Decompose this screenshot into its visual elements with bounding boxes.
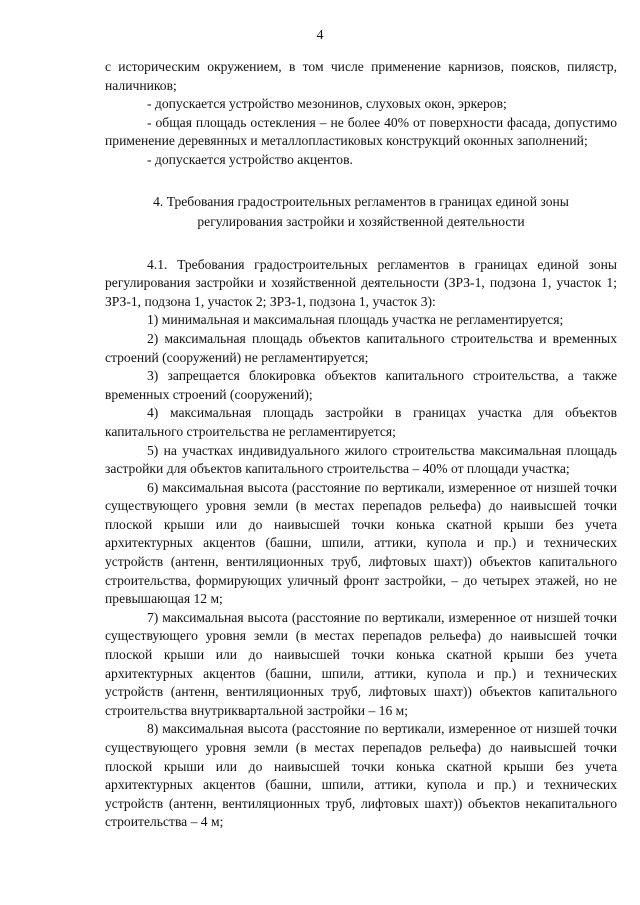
list-item: 7) максимальная высота (расстояние по вертикали, измеренное от низшей точки существующего уровня земли (в местах перепадов рельефа) до наивысшей точки плоской крыши или до наивысшей точки конька скатной крыши без учета архитектурных акцентов (башни, шпили, аттики, купола и пр.) и технических устройств (антенн, вентиляционных труб, лифтовых шахт)) объектов капитального строительства внутриквартальной застройки – 16 м; xyxy=(105,609,617,718)
section-heading-line-1: 4. Требования градостроительных регламентов в границах единой зоны xyxy=(153,193,569,209)
list-item: 2) максимальная площадь объектов капитального строительства и временных строений (сооружений) не регламентируется; xyxy=(105,330,617,365)
page-number: 4 xyxy=(316,28,324,43)
list-item: 6) максимальная высота (расстояние по вертикали, измеренное от низшей точки существующего уровня земли (в местах перепадов рельефа) до наивысшей точки плоской крыши или до наивысшей точки конька скатной крыши без учета архитектурных акцентов (башни, шпили, аттики, купола и пр.) и технических устройств (антенн, вентиляционных труб, лифтовых шахт)) объектов капитального строительства, формирующих уличный фронт застройки, – до четырех этажей, но не превышающая 12 м; xyxy=(105,479,617,607)
paragraph-bullet-accents: - допускается устройство акцентов. xyxy=(147,151,353,167)
document-body xyxy=(105,58,617,832)
list-item: 3) запрещается блокировка объектов капитального строительства, а также временных строений (сооружений); xyxy=(105,368,617,402)
list-item: 8) максимальная высота (расстояние по вертикали, измеренное от низшей точки существующего уровня земли (в местах перепадов рельефа) до наивысшей точки плоской крыши или до наивысшей точки конька скатной крыши без учета архитектурных акцентов (башни, шпили, аттики, купола и пр.) и технических устройств (антенн, вентиляционных труб, лифтовых шахт)) объектов некапитального строительства – 4 м; xyxy=(105,721,617,830)
paragraph-bullet-mezzanines: - допускается устройство мезонинов, слуховых окон, эркеров; xyxy=(147,96,507,112)
list-item: 4) максимальная площадь застройки в границах участка для объектов капитального строительства не регламентируется; xyxy=(105,405,617,439)
list-item: 1) минимальная и максимальная площадь участка не регламентируется; xyxy=(147,312,564,328)
paragraph-bullet-glazing: - общая площадь остекления – не более 40% от поверхности фасада, допустимо применение деревянных и металлопластиковых конструкций оконных заполнений; xyxy=(105,114,617,149)
section-heading xyxy=(105,192,617,232)
section-heading-line-2: регулирования застройки и хозяйственной деятельности xyxy=(197,213,525,229)
paragraph-continuation: с историческим окружением, в том числе применение карнизов, поясков, пилястр, наличников; xyxy=(105,59,617,93)
paragraph-intro: 4.1. Требования градостроительных регламентов в границах единой зоны регулирования застройки и хозяйственной деятельности (ЗРЗ-1, подзона 1, участок 1; ЗРЗ-1, подзона 1, участок 2; ЗРЗ-1, подзона 1, участок 3): xyxy=(105,256,617,309)
list-item: 5) на участках индивидуального жилого строительства максимальная площадь застройки для объектов капитального строительства – 40% от площади участка; xyxy=(105,442,617,477)
